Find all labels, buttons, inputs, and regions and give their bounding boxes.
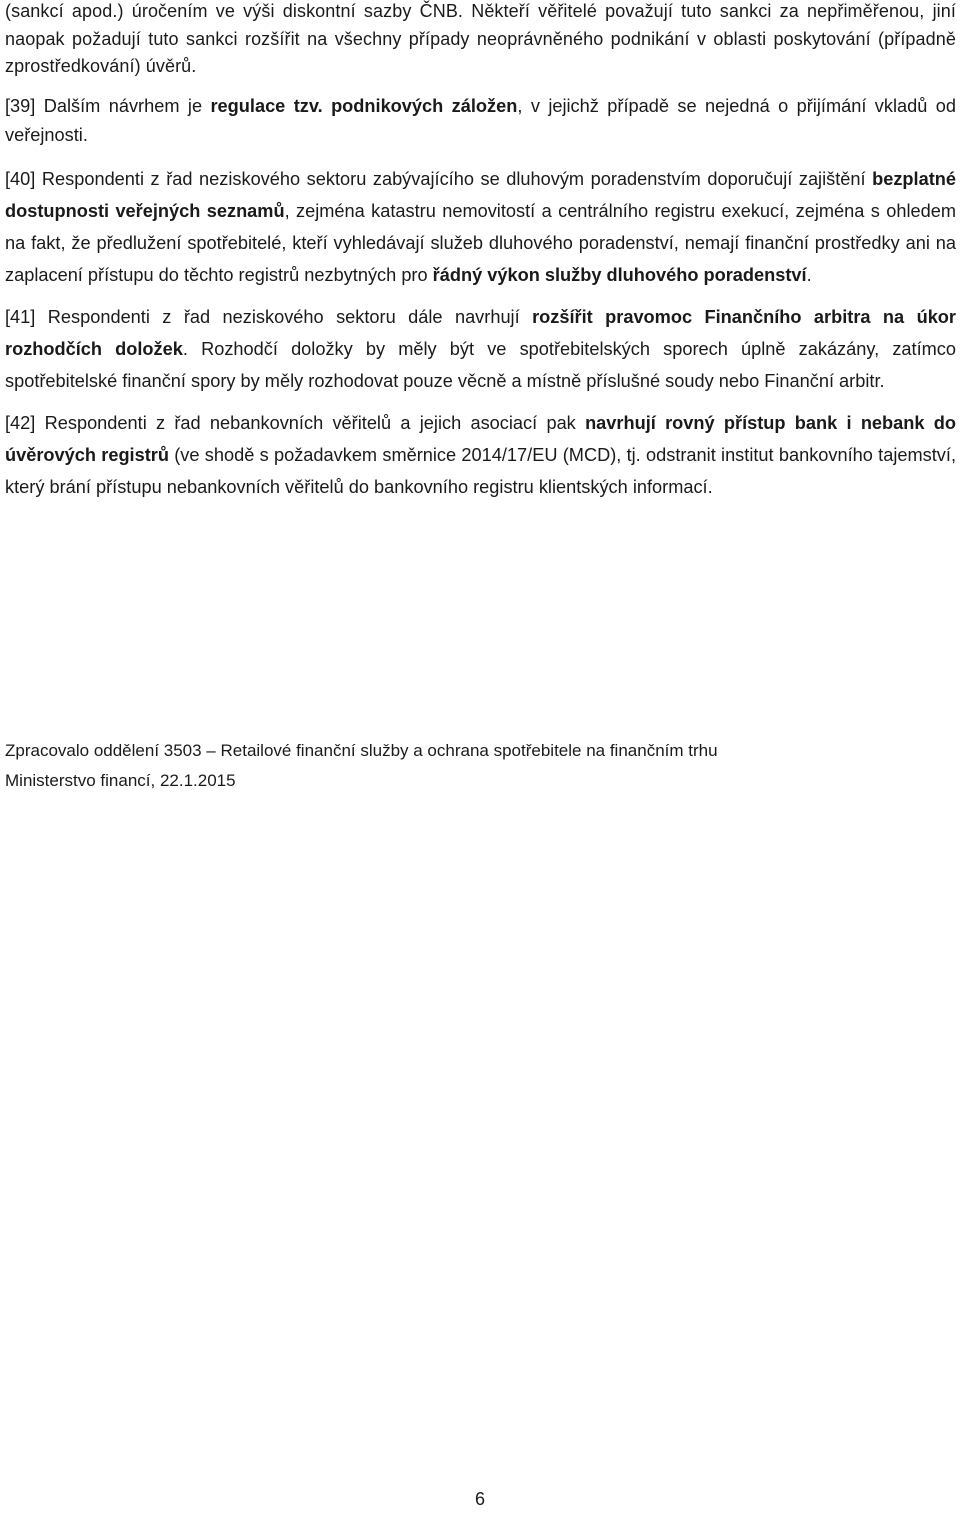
- paragraph-39-bold: regulace tzv. podnikových záložen: [210, 95, 518, 116]
- paragraph-41-bold: rozšířit pravomoc Finančního arbitra na úkor rozhodčích doložek: [5, 306, 956, 359]
- paragraph-40: [5, 163, 956, 291]
- paragraph-41-text-end: . Rozhodčí doložky by měly být ve spotřebitelských sporech úplně zakázány, zatímco spotřebitelské finanční spory by měly rozhodovat pouze věcně a místně příslušné soudy nebo Finanční arbitr.: [5, 338, 957, 391]
- paragraph-intro: [5, 0, 956, 81]
- page-number: 6: [474, 1489, 485, 1509]
- document-page: [5, 0, 956, 503]
- paragraph-41-text: [41] Respondenti z řad neziskového sektoru dále navrhují: [5, 306, 533, 327]
- paragraph-39-text: [39] Dalším návrhem je: [5, 95, 211, 116]
- paragraph-39-text-end: , v jejichž případě se nejedná o přijímání vkladů od veřejnosti.: [5, 95, 956, 145]
- footer-ministry-date: Ministerstvo financí, 22.1.2015: [5, 771, 236, 790]
- paragraph-42-bold: navrhují rovný přístup bank i nebank do úvěrových registrů: [5, 412, 956, 465]
- paragraph-40-bold-2: řádný výkon služby dluhového poradenství: [432, 264, 807, 285]
- document-footer: [5, 736, 905, 796]
- paragraph-intro-text: (sankcí apod.) úročením ve výši diskontní sazby ČNB. Někteří věřitelé považují tuto sankci za nepřiměřenou, jiní naopak požadují tuto sankci rozšířit na všechny případy neoprávněného podnikání v oblasti poskytování (případně zprostředkování) úvěrů.: [5, 1, 956, 76]
- paragraph-42-text: [42] Respondenti z řad nebankovních věřitelů a jejich asociací pak: [5, 412, 586, 433]
- paragraph-39: [5, 92, 956, 151]
- paragraph-42: [5, 407, 956, 503]
- paragraph-40-text-end: .: [806, 264, 812, 285]
- paragraph-40-bold-1: bezplatné dostupnosti veřejných seznamů: [5, 168, 956, 221]
- paragraph-42-text-end: (ve shodě s požadavkem směrnice 2014/17/EU (MCD), tj. odstranit institut bankovního tajemství, který brání přístupu nebankovních věřitelů do bankovního registru klientských informací.: [5, 444, 956, 497]
- footer-department: Zpracovalo oddělení 3503 – Retailové finanční služby a ochrana spotřebitele na finančním trhu: [5, 741, 718, 760]
- paragraph-40-text: [40] Respondenti z řad neziskového sektoru zabývajícího se dluhovým poradenstvím doporučují zajištění: [5, 168, 873, 189]
- paragraph-40-text-mid: , zejména katastru nemovitostí a centrálního registru exekucí, zejména s ohledem na fakt, že předlužení spotřebitelé, kteří vyhledávají služeb dluhového poradenství, nemají finanční prostředky ani na zaplacení přístupu do těchto registrů nezbytných pro: [5, 200, 956, 285]
- paragraph-41: [5, 301, 956, 397]
